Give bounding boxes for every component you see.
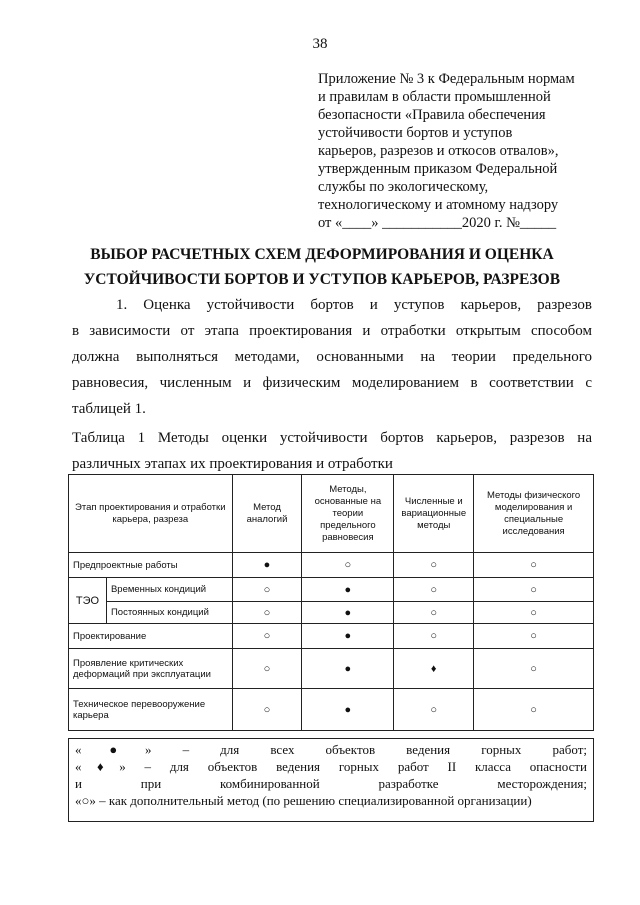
row-label: Проектирование <box>69 624 233 649</box>
header-physical: Методы физического моделирования и специальные исследования <box>474 475 594 553</box>
mark-cell: ○ <box>474 624 594 649</box>
mark-cell: ○ <box>394 553 474 578</box>
mark-cell: ○ <box>232 649 302 689</box>
appendix-line: утвержденным приказом Федеральной <box>318 161 558 177</box>
mark-cell: ○ <box>474 602 594 624</box>
header-analog: Метод аналогий <box>232 475 302 553</box>
appendix-line: карьеров, разрезов и откосов отвалов», <box>318 143 559 159</box>
mark-cell: ○ <box>302 553 394 578</box>
header-limit-equilibrium: Методы, основанные на теории предельного равновесия <box>302 475 394 553</box>
paragraph-line: должна выполняться методами, основанными на теории предельного <box>72 349 592 365</box>
mark-cell: ● <box>302 578 394 602</box>
legend-line: «♦» – для объектов ведения горных работ II класса опасности <box>75 759 587 774</box>
table-row <box>69 602 594 624</box>
appendix-line: устойчивости бортов и уступов <box>318 125 513 141</box>
appendix-line: и правилам в области промышленной <box>318 89 551 105</box>
mark-cell: ○ <box>474 689 594 731</box>
mark-cell: ○ <box>394 578 474 602</box>
mark-cell: ● <box>302 624 394 649</box>
caption-line: Таблица 1 Методы оценки устойчивости бортов карьеров, разрезов на <box>72 430 592 446</box>
row-label: Постоянных кондиций <box>106 602 232 624</box>
row-label: Техническое перевооружение карьера <box>69 689 233 731</box>
table-row <box>69 689 594 731</box>
paragraph-line: равновесия, численным и физическим моделированием в соответствии с <box>72 375 592 391</box>
paragraph-line: в зависимости от этапа проектирования и отработки открытым способом <box>72 323 592 339</box>
appendix-note <box>318 70 608 232</box>
table-header-row <box>69 475 594 553</box>
row-label: Предпроектные работы <box>69 553 233 578</box>
appendix-line: службы по экологическому, <box>318 179 489 195</box>
section-title-line-2: УСТОЙЧИВОСТИ БОРТОВ И УСТУПОВ КАРЬЕРОВ, РАЗРЕЗОВ <box>83 271 561 288</box>
mark-cell: ○ <box>474 553 594 578</box>
methods-table <box>68 474 594 731</box>
legend-notes <box>68 738 594 822</box>
paragraph-1 <box>72 292 592 422</box>
mark-cell: ○ <box>394 624 474 649</box>
header-numeric: Численные и вариационные методы <box>394 475 474 553</box>
mark-cell: ● <box>232 553 302 578</box>
paragraph-line: 1. Оценка устойчивости бортов и уступов карьеров, разрезов <box>116 297 592 313</box>
caption-line: различных этапах их проектирования и отработки <box>72 456 393 472</box>
legend-line: «○» – как дополнительный метод (по решению специализированной организации) <box>75 793 532 808</box>
row-label: Временных кондиций <box>106 578 232 602</box>
legend-line: «●» – для всех объектов ведения горных работ; <box>75 742 587 757</box>
mark-cell: ● <box>302 602 394 624</box>
mark-cell: ○ <box>394 602 474 624</box>
row-group-teo: ТЭО <box>69 578 107 624</box>
mark-cell: ○ <box>232 624 302 649</box>
table-row <box>69 578 594 602</box>
mark-cell: ○ <box>232 578 302 602</box>
legend-line: и при комбинированной разработке месторождения; <box>75 776 587 791</box>
table-row <box>69 553 594 578</box>
mark-cell: ♦ <box>394 649 474 689</box>
section-title-line-1: ВЫБОР РАСЧЕТНЫХ СХЕМ ДЕФОРМИРОВАНИЯ И ОЦЕНКА <box>90 246 554 263</box>
mark-cell: ● <box>302 649 394 689</box>
mark-cell: ○ <box>394 689 474 731</box>
mark-cell: ● <box>302 689 394 731</box>
mark-cell: ○ <box>232 602 302 624</box>
appendix-line: технологическому и атомному надзору <box>318 197 559 213</box>
table-row <box>69 649 594 689</box>
appendix-line: Приложение № 3 к Федеральным нормам <box>318 71 575 87</box>
table-caption <box>72 425 592 477</box>
row-label: Проявление критических деформаций при эксплуатации <box>69 649 233 689</box>
paragraph-line: таблицей 1. <box>72 401 146 417</box>
mark-cell: ○ <box>232 689 302 731</box>
table-row <box>69 624 594 649</box>
mark-cell: ○ <box>474 649 594 689</box>
appendix-line: безопасности «Правила обеспечения <box>318 107 546 123</box>
appendix-line: от «____» ___________2020 г. №_____ <box>318 215 557 231</box>
mark-cell: ○ <box>474 578 594 602</box>
header-stage: Этап проектирования и отработки карьера, разреза <box>69 475 233 553</box>
page-number: 38 <box>312 36 328 52</box>
